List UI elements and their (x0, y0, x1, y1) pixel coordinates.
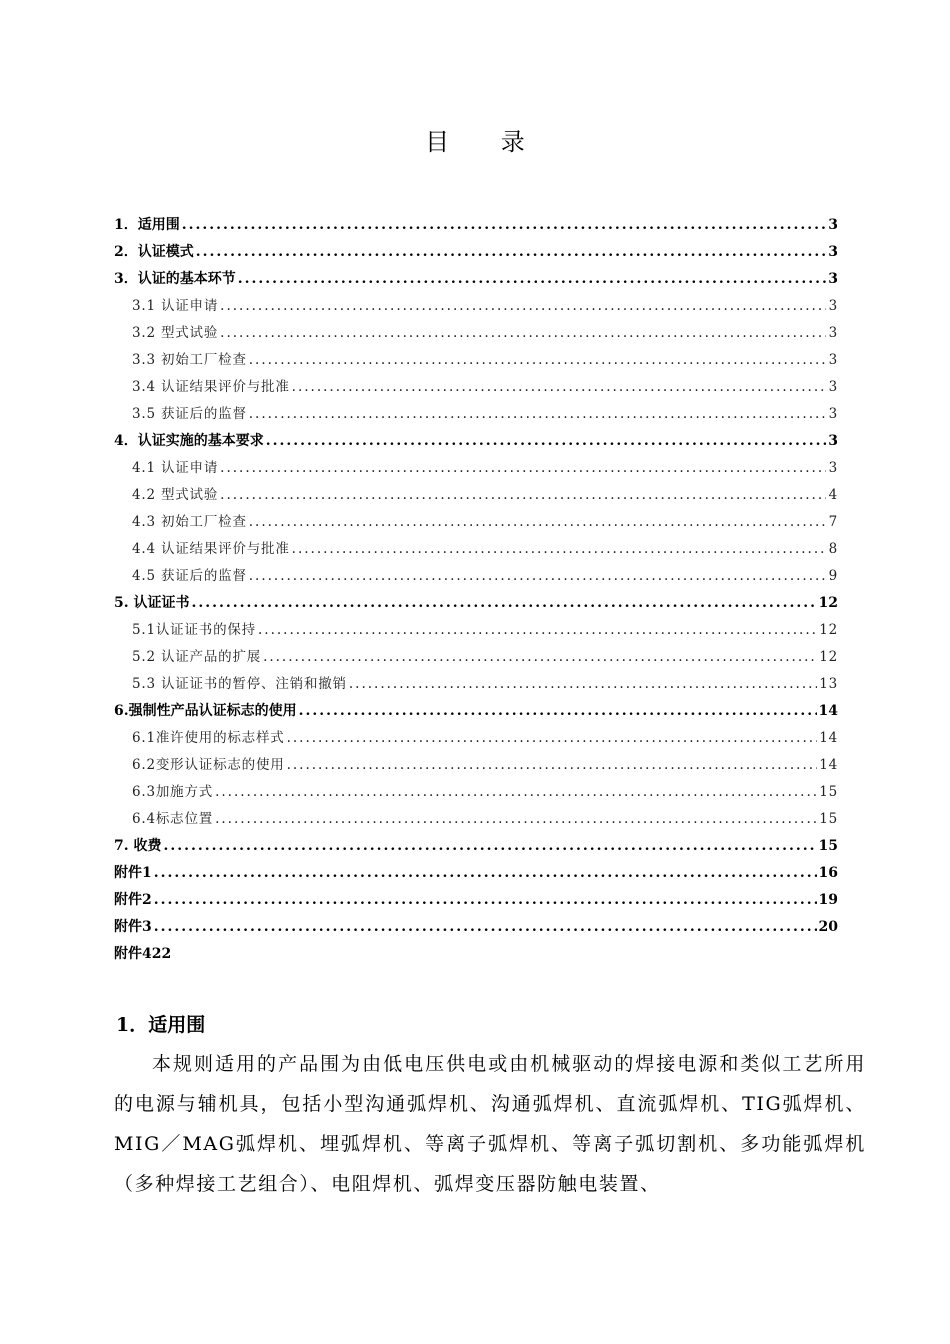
toc-entry-page: 4 (828, 487, 838, 503)
toc-entry[interactable] (114, 754, 838, 781)
toc-entry-title: 6.3加施方式 (132, 784, 214, 800)
toc-entry-page: 3 (828, 298, 838, 314)
toc-entry[interactable] (114, 835, 838, 862)
toc-entry-title: 4.5 获证后的监督 (132, 568, 247, 584)
toc-entry-title: 3.2 型式试验 (132, 325, 219, 341)
toc-leader-dots (154, 862, 817, 884)
toc-entry[interactable] (114, 565, 838, 592)
toc-entry-title: 6.4标志位置 (132, 811, 214, 827)
toc-leader-dots (192, 592, 817, 614)
toc-entry-page: 12 (819, 622, 838, 638)
toc-entry-page: 3 (828, 217, 838, 233)
toc-entry-page: 15 (819, 784, 838, 800)
toc-entry-page: 20 (818, 919, 838, 935)
toc-leader-dots (249, 403, 826, 425)
toc-entry-title: 4.1 认证申请 (132, 460, 219, 476)
toc-leader-dots (220, 457, 826, 479)
toc-leader-dots (287, 727, 818, 749)
toc-entry[interactable] (114, 592, 838, 619)
section-paragraph: 本规则适用的产品围为由低电压供电或由机械驱动的焊接电源和类似工艺所用的电源与辅机具，包括小型沟通弧焊机、沟通弧焊机、直流弧焊机、TIG弧焊机、MIG／MAG弧焊机、埋弧焊机、等离子弧焊机、等离子弧切割机、多功能弧焊机（多种焊接工艺组合）、电阻焊机、弧焊变压器防触电装置、 (114, 1053, 866, 1195)
toc-entry-title: 4.4 认证结果评价与批准 (132, 541, 290, 557)
toc-entry-title: 6.强制性产品认证标志的使用 (114, 703, 297, 719)
toc-leader-dots (154, 889, 817, 911)
toc-entry[interactable] (114, 538, 838, 565)
toc-entry-page: 14 (819, 730, 838, 746)
toc-entry-title: 4.3 初始工厂检查 (132, 514, 247, 530)
toc-entry[interactable] (114, 889, 838, 916)
toc-entry[interactable] (114, 511, 838, 538)
toc-entry[interactable] (114, 268, 838, 295)
toc-entry[interactable] (114, 214, 838, 241)
toc-leader-dots (215, 781, 817, 803)
toc-entry-title: 附件2 (114, 892, 152, 908)
toc-leader-dots (220, 295, 826, 317)
toc-leader-dots (292, 538, 826, 560)
toc-leader-dots (249, 565, 826, 587)
toc-entry-title: 3.4 认证结果评价与批准 (132, 379, 290, 395)
toc-entry-page: 3 (828, 379, 838, 395)
toc-entry-title: 3.3 初始工厂检查 (132, 352, 247, 368)
toc-entry[interactable] (114, 484, 838, 511)
toc-entry-title: 5.1认证证书的保持 (132, 622, 256, 638)
toc-entry[interactable] (114, 916, 838, 943)
toc-leader-dots (292, 376, 826, 398)
toc-entry-page: 8 (828, 541, 838, 557)
toc-entry-page: 3 (828, 271, 838, 287)
toc-entry-title: 5.2 认证产品的扩展 (132, 649, 262, 665)
toc-entry[interactable] (114, 403, 838, 430)
toc-leader-dots (164, 835, 817, 857)
toc-entry[interactable] (114, 943, 838, 970)
toc-entry-page: 14 (818, 703, 838, 719)
toc-entry-page: 3 (828, 406, 838, 422)
toc-entry-title: 附件422 (114, 946, 172, 962)
toc-entry-page: 3 (828, 460, 838, 476)
toc-entry-page: 15 (819, 811, 838, 827)
toc-entry-title: 2．认证模式 (114, 244, 194, 260)
toc-entry-title: 3.5 获证后的监督 (132, 406, 247, 422)
toc-entry[interactable] (114, 727, 838, 754)
toc-entry-page: 3 (828, 352, 838, 368)
toc-entry-page: 13 (819, 676, 838, 692)
toc-entry-title: 5. 认证证书 (114, 595, 190, 611)
toc-leader-dots (263, 646, 817, 668)
toc-entry[interactable] (114, 295, 838, 322)
toc-entry-title: 3．认证的基本环节 (114, 271, 236, 287)
toc-entry-title: 6.1准许使用的标志样式 (132, 730, 285, 746)
toc-entry-page: 19 (818, 892, 838, 908)
toc-entry-page: 3 (828, 433, 838, 449)
toc-entry-page: 16 (818, 865, 838, 881)
toc-entry[interactable] (114, 646, 838, 673)
toc-entry-title: 7. 收费 (114, 838, 162, 854)
toc-entry-title: 6.2变形认证标志的使用 (132, 757, 285, 773)
toc-leader-dots (349, 673, 817, 695)
toc-entry[interactable] (114, 619, 838, 646)
toc-leader-dots (249, 349, 826, 371)
toc-entry[interactable] (114, 673, 838, 700)
toc-leader-dots (249, 511, 826, 533)
toc-entry[interactable] (114, 781, 838, 808)
toc-entry[interactable] (114, 376, 838, 403)
toc-entry[interactable] (114, 700, 838, 727)
toc-leader-dots (266, 430, 826, 452)
toc-entry-title: 3.1 认证申请 (132, 298, 219, 314)
toc-entry[interactable] (114, 808, 838, 835)
toc-entry-page: 15 (818, 838, 838, 854)
toc-leader-dots (258, 619, 817, 641)
toc-entry-title: 附件1 (114, 865, 152, 881)
toc-leader-dots (220, 484, 826, 506)
toc-entry-title: 4．认证实施的基本要求 (114, 433, 264, 449)
toc-leader-dots (182, 214, 826, 236)
toc-entry[interactable] (114, 457, 838, 484)
toc-entry[interactable] (114, 349, 838, 376)
toc-entry-page: 9 (828, 568, 838, 584)
toc-entry-title: 1．适用围 (114, 217, 180, 233)
toc-leader-dots (299, 700, 817, 722)
toc-entry-page: 3 (828, 325, 838, 341)
section-heading: 1．适用围 (116, 1014, 206, 1036)
toc-entry-page: 14 (819, 757, 838, 773)
toc-entry-page: 3 (828, 244, 838, 260)
toc-entry[interactable] (114, 241, 838, 268)
toc-entry[interactable] (114, 430, 838, 457)
toc-entry[interactable] (114, 322, 838, 349)
toc-title: 目 录 (425, 128, 547, 156)
toc-leader-dots (220, 322, 826, 344)
toc-leader-dots (154, 916, 817, 938)
toc-entry-page: 7 (828, 514, 838, 530)
toc-entry-title: 附件3 (114, 919, 152, 935)
toc-leader-dots (215, 808, 817, 830)
toc-entry-title: 4.2 型式试验 (132, 487, 219, 503)
toc-entry[interactable] (114, 862, 838, 889)
toc-entry-page: 12 (818, 595, 838, 611)
toc-leader-dots (238, 268, 826, 290)
toc-leader-dots (287, 754, 818, 776)
toc-leader-dots (196, 241, 826, 263)
toc-entry-page: 12 (819, 649, 838, 665)
toc-entry-title: 5.3 认证证书的暂停、注销和撤销 (132, 676, 347, 692)
table-of-contents (114, 214, 838, 970)
